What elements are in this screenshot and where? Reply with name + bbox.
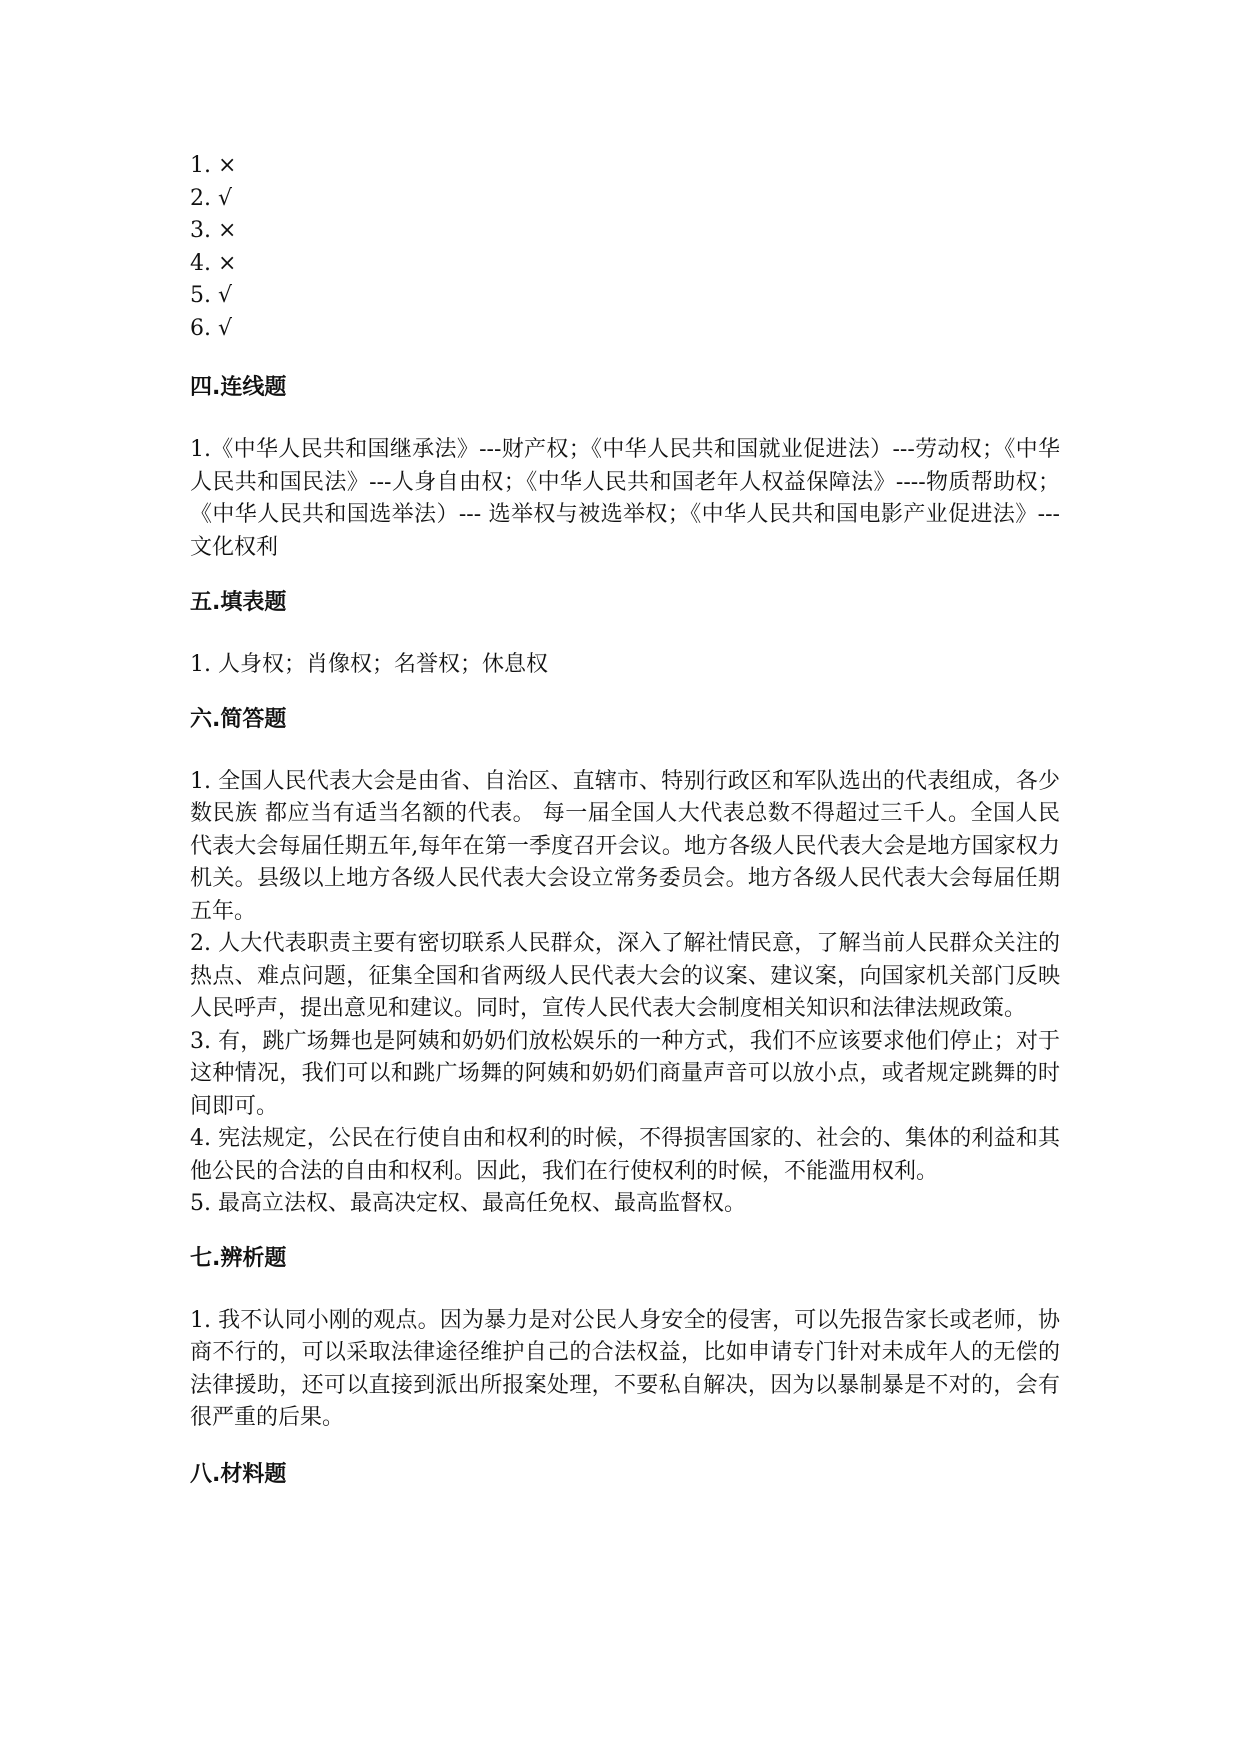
judgment-answer-1: 1. × [190, 153, 237, 178]
page-content [190, 150, 1060, 1491]
analysis-answer-1: 1. 我不认同小刚的观点。因为暴力是对公民人身安全的侵害，可以先报告家长或老师，协商不行的，可以采取法律途径维护自己的合法权益，比如申请专门针对未成年人的无偿的法律援助，还可以直接到派出所报案处理，不要私自解决，因为以暴制暴是不对的，会有很严重的后果。 [190, 1307, 1060, 1430]
judgment-answer-3: 3. × [190, 218, 237, 243]
short-answer-4: 4. 宪法规定，公民在行使自由和权利的时候，不得损害国家的、社会的、集体的利益和其他公民的合法的自由和权利。因此，我们在行使权利的时候，不能滥用权利。 [190, 1126, 1060, 1184]
section-heading-matching: 四.连线题 [190, 375, 287, 400]
judgment-answer-2: 2. √ [190, 185, 233, 211]
section-heading-material: 八.材料题 [190, 1461, 287, 1487]
fill-table-answer-1: 1. 人身权；肖像权；名誉权；休息权 [190, 652, 548, 677]
section-heading-short-answer: 六.简答题 [190, 706, 287, 732]
section-heading-fill-table: 五.填表题 [190, 590, 287, 615]
short-answer-3: 3. 有，跳广场舞也是阿姨和奶奶们放松娱乐的一种方式，我们不应该要求他们停止；对于这种情况，我们可以和跳广场舞的阿姨和奶奶们商量声音可以放小点，或者规定跳舞的时间即可。 [190, 1028, 1060, 1119]
short-answer-5: 5. 最高立法权、最高决定权、最高任免权、最高监督权。 [190, 1191, 746, 1216]
judgment-answers [190, 150, 1060, 345]
judgment-answer-4: 4. × [190, 250, 237, 276]
judgment-answer-6: 6. √ [190, 315, 233, 341]
short-answer-2: 2. 人大代表职责主要有密切联系人民群众，深入了解社情民意，了解当前人民群众关注的热点、难点问题，征集全国和省两级人民代表大会的议案、建议案，向国家机关部门反映人民呼声，提出意见和建议。同时，宣传人民代表大会制度相关知识和法律法规政策。 [190, 931, 1060, 1021]
section-heading-analysis: 七.辨析题 [190, 1245, 287, 1271]
short-answer-1: 1. 全国人民代表大会是由省、自治区、直辖市、特别行政区和军队选出的代表组成，各少数民族 都应当有适当名额的代表。 每一届全国人大代表总数不得超过三千人。全国人民代表大会每届任期五年,每年在第一季度召开会议。地方各级人民代表大会是地方国家权力机关。县级以上地方各级人民代表大会设立常务委员会。地方各级人民代表大会每届任期五年。 [190, 768, 1060, 924]
judgment-answer-5: 5. √ [190, 283, 233, 308]
matching-answer-1: 1.《中华人民共和国继承法》---财产权；《中华人民共和国就业促进法）---劳动权；《中华人民共和国民法》---人身自由权；《中华人民共和国老年人权益保障法》----物质帮助权；《中华人民共和国选举法）--- 选举权与被选举权；《中华人民共和国电影产业促进法》---文化权利 [190, 437, 1060, 560]
